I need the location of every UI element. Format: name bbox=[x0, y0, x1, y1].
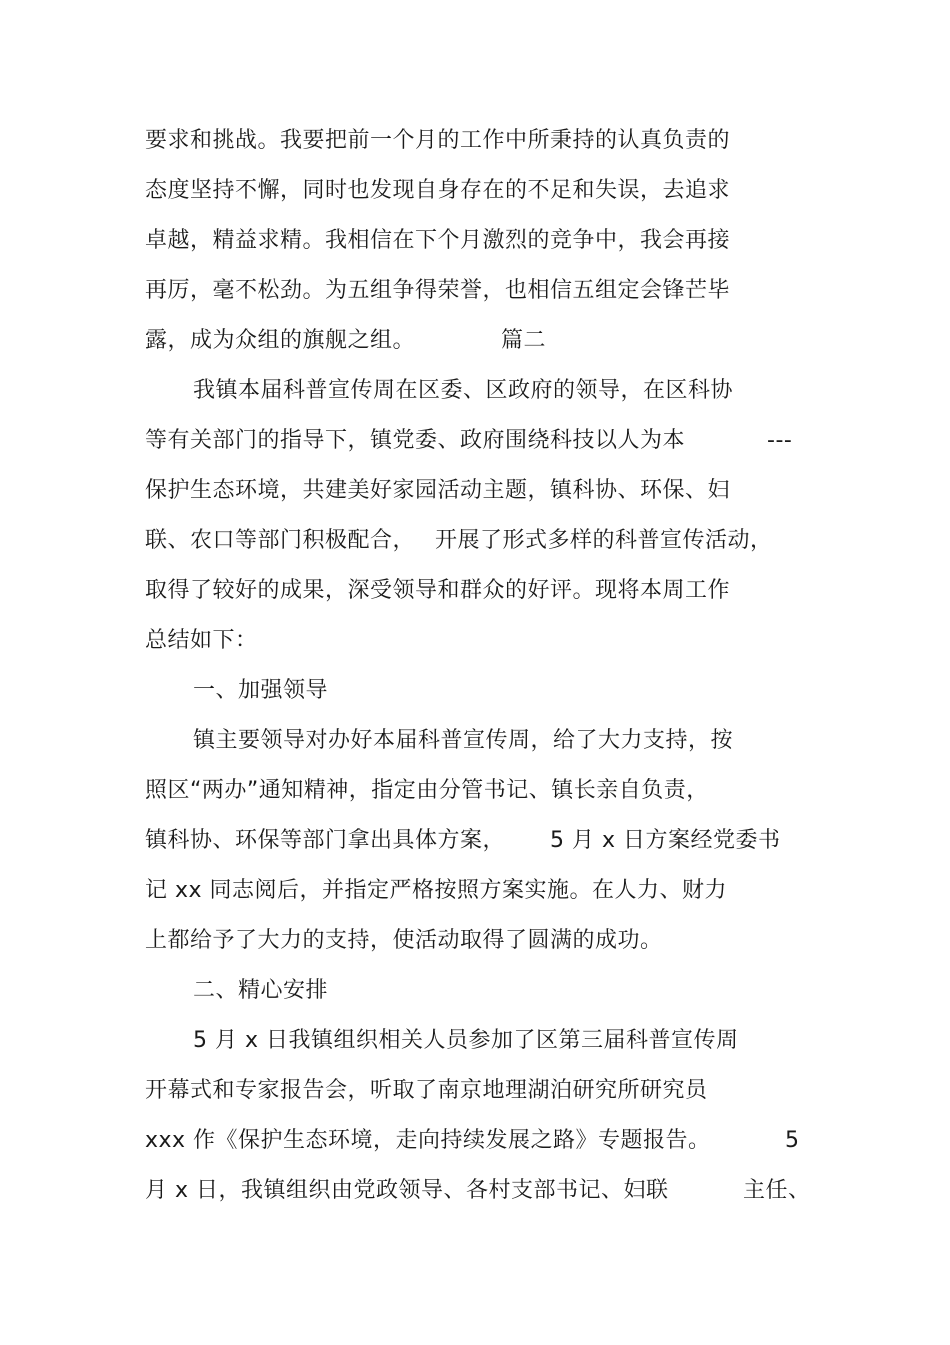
text-segment: 要求和挑战。我要把前一个月的工作中所秉持的认真负责的 bbox=[145, 128, 731, 153]
text-segment: 等有关部门的指导下，镇党委、政府围绕科技以人为本 bbox=[145, 428, 686, 453]
text-segment: 再厉，毫不松劲。为五组争得荣誉，也相信五组定会锋芒毕 bbox=[145, 278, 731, 303]
text-segment: 月 x 日，我镇组织由党政领导、各村支部书记、妇联 bbox=[145, 1178, 669, 1203]
text-segment: 主任、 bbox=[743, 1178, 811, 1203]
text-segment: 照区“两办”通知精神，指定由分管书记、镇长亲自负责， bbox=[145, 778, 709, 803]
text-segment: 总结如下： bbox=[145, 628, 258, 653]
text-segment: 取得了较好的成果，深受领导和群众的好评。现将本周工作 bbox=[145, 578, 731, 603]
text-segment: 态度坚持不懈，同时也发现自身存在的不足和失误，去追求 bbox=[145, 178, 731, 203]
text-segment: 镇主要领导对办好本届科普宣传周，给了大力支持，按 bbox=[193, 728, 734, 753]
text-segment: 记 xx 同志阅后，并指定严格按照方案实施。在人力、财力 bbox=[145, 878, 728, 903]
text-segment: 我镇本届科普宣传周在区委、区政府的领导，在区科协 bbox=[193, 378, 734, 403]
text-segment: 卓越，精益求精。我相信在下个月激烈的竞争中，我会再接 bbox=[145, 228, 731, 253]
section-heading: 一、加强领导 bbox=[193, 678, 329, 703]
text-segment: 开展了形式多样的科普宣传活动， bbox=[435, 528, 773, 553]
text-segment: --- bbox=[767, 428, 793, 453]
text-segment: 保护生态环境，共建美好家园活动主题，镇科协、环保、妇 bbox=[145, 478, 731, 503]
text-segment: xxx 作《保护生态环境，走向持续发展之路》专题报告。 bbox=[145, 1128, 711, 1153]
text-segment: 5 bbox=[785, 1128, 800, 1153]
text-segment: 上都给予了大力的支持，使活动取得了圆满的成功。 bbox=[145, 928, 663, 953]
text-segment: 露，成为众组的旗舰之组。 bbox=[145, 328, 416, 353]
section-heading: 二、精心安排 bbox=[193, 978, 329, 1003]
text-segment: 5 月 x 日方案经党委书 bbox=[550, 828, 781, 853]
text-segment: 镇科协、环保等部门拿出具体方案， bbox=[145, 828, 506, 853]
text-segment: 联、农口等部门积极配合， bbox=[145, 528, 416, 553]
text-segment: 开幕式和专家报告会，听取了南京地理湖泊研究所研究员 bbox=[145, 1078, 708, 1103]
text-segment: 5 月 x 日我镇组织相关人员参加了区第三届科普宣传周 bbox=[193, 1028, 739, 1053]
section-heading: 篇二 bbox=[501, 328, 547, 353]
